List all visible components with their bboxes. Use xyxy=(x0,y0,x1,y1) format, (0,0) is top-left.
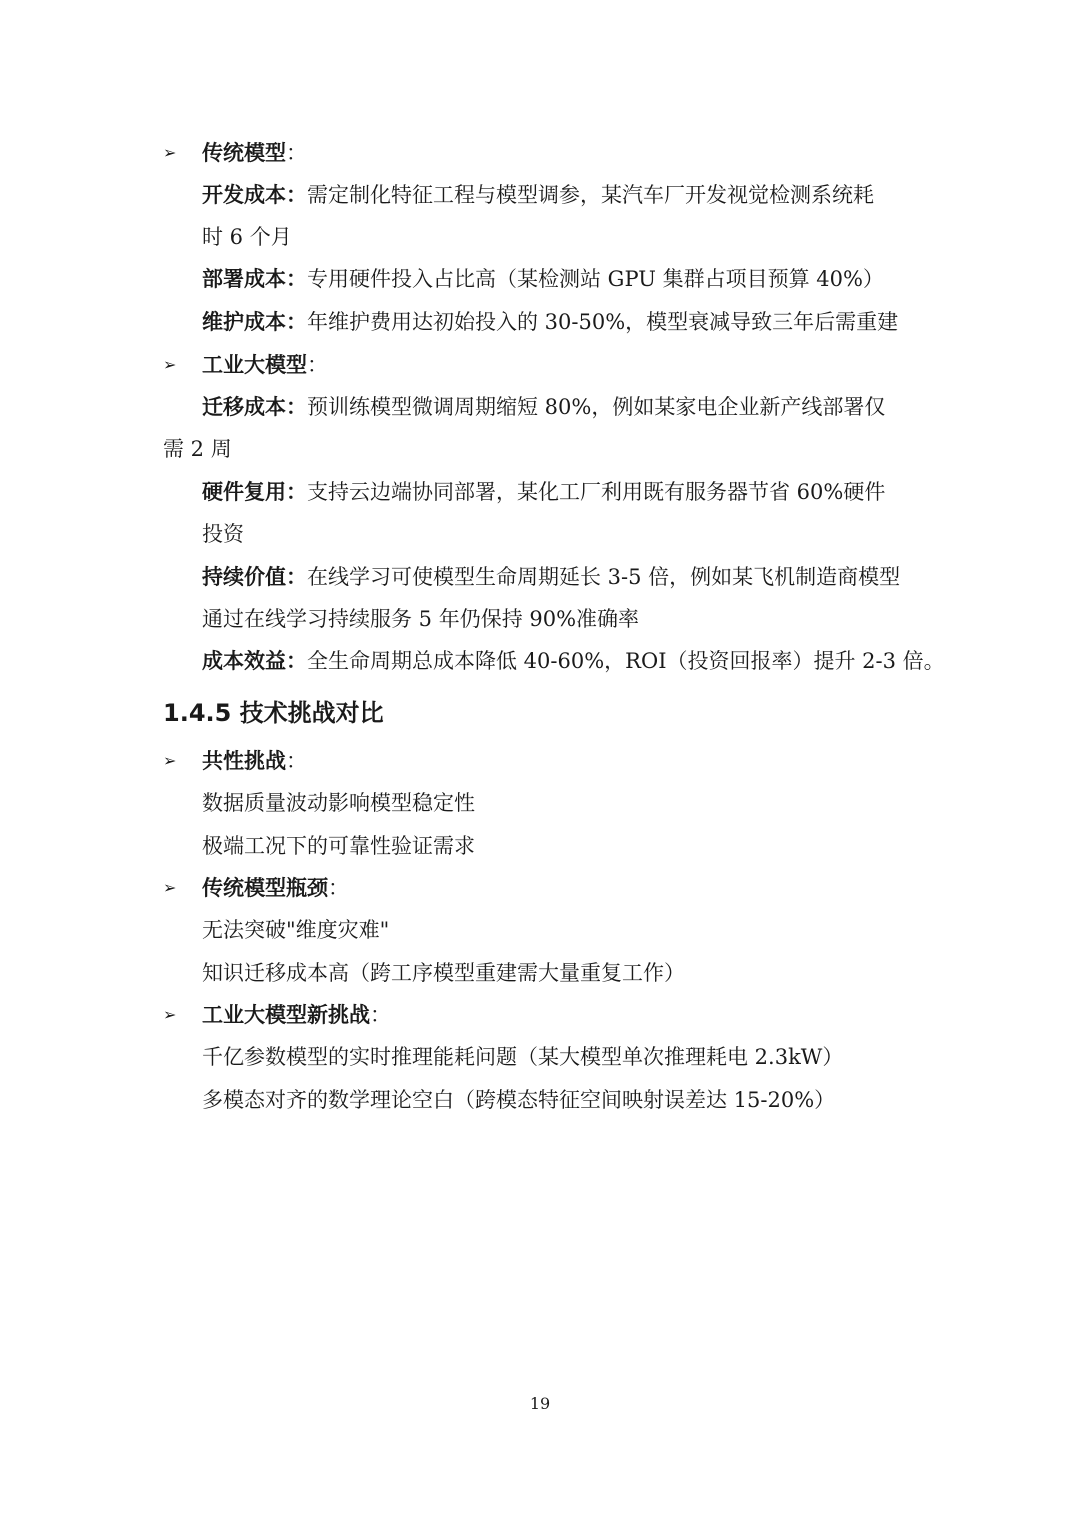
bullet-arrow-icon: ➢ xyxy=(163,751,177,770)
item-deploy-cost: 部署成本：专用硬件投入占比高（某检测站 GPU 集群占项目预算 40%） xyxy=(202,267,884,291)
bullet-arrow-icon: ➢ xyxy=(163,878,177,897)
item-migration-cost-cont: 需 2 周 xyxy=(163,437,232,461)
section-title: 1.4.5 技术挑战对比 xyxy=(163,699,384,727)
item-dev-cost: 开发成本：需定制化特征工程与模型调参，某汽车厂开发视觉检测系统耗 xyxy=(202,183,874,207)
challenge-common-heading: 共性挑战： xyxy=(202,749,307,773)
page-number: 19 xyxy=(529,1394,551,1413)
challenge-traditional-line: 知识迁移成本高（跨工序模型重建需大量重复工作） xyxy=(202,961,685,985)
bullet-arrow-icon: ➢ xyxy=(163,143,177,162)
bullet-heading-traditional: 传统模型： xyxy=(202,141,307,165)
item-migration-cost: 迁移成本：预训练模型微调周期缩短 80%，例如某家电企业新产线部署仅 xyxy=(202,395,886,419)
challenge-industrial-heading: 工业大模型新挑战： xyxy=(202,1003,391,1027)
item-hardware-reuse-cont: 投资 xyxy=(202,522,244,546)
challenge-industrial-line: 多模态对齐的数学理论空白（跨模态特征空间映射误差达 15-20%） xyxy=(202,1088,836,1112)
challenge-traditional-line: 无法突破"维度灾难" xyxy=(202,918,390,942)
item-continuous-value: 持续价值：在线学习可使模型生命周期延长 3-5 倍，例如某飞机制造商模型 xyxy=(202,565,901,589)
challenge-traditional-heading: 传统模型瓶颈： xyxy=(202,876,349,900)
item-maint-cost: 维护成本：年维护费用达初始投入的 30-50%，模型衰减导致三年后需重建 xyxy=(202,310,899,334)
challenge-common-line: 数据质量波动影响模型稳定性 xyxy=(202,791,475,815)
bullet-arrow-icon: ➢ xyxy=(163,355,177,374)
item-hardware-reuse: 硬件复用：支持云边端协同部署，某化工厂利用既有服务器节省 60%硬件 xyxy=(202,480,886,504)
item-cost-benefit: 成本效益：全生命周期总成本降低 40-60%，ROI（投资回报率）提升 2-3 倍。 xyxy=(202,649,945,673)
challenge-industrial-line: 千亿参数模型的实时推理能耗问题（某大模型单次推理耗电 2.3kW） xyxy=(202,1045,844,1069)
bullet-heading-industrial: 工业大模型： xyxy=(202,353,328,377)
item-continuous-value-cont: 通过在线学习持续服务 5 年仍保持 90%准确率 xyxy=(202,607,640,631)
item-dev-cost-cont: 时 6 个月 xyxy=(202,225,292,249)
challenge-common-line: 极端工况下的可靠性验证需求 xyxy=(202,834,475,858)
bullet-arrow-icon: ➢ xyxy=(163,1005,177,1024)
